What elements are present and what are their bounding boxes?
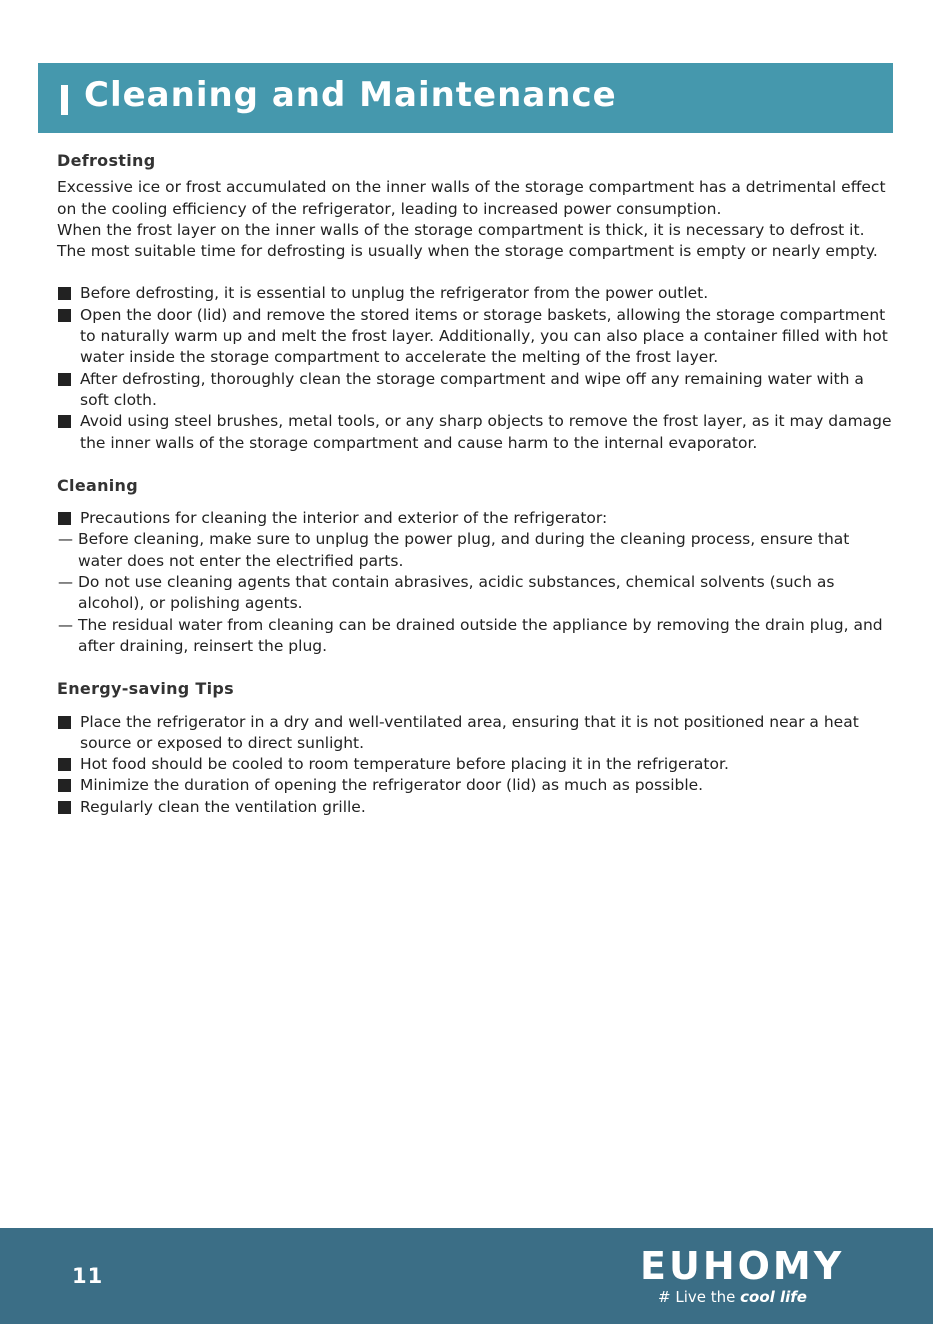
list-item: Avoid using steel brushes, metal tools, or any sharp objects to remove the frost layer, as it may damage the inner walls of the storage compartment and cause harm to the internal evaporator.	[57, 411, 897, 454]
square-bullet-icon	[58, 287, 71, 300]
list-item: Regularly clean the ventilation grille.	[57, 797, 897, 818]
brand-tagline: # Live the cool life	[658, 1288, 807, 1306]
energy-heading: Energy-saving Tips	[57, 679, 235, 699]
defrosting-heading: Defrosting	[57, 151, 156, 170]
square-bullet-icon	[58, 779, 71, 792]
page-number: 11	[72, 1264, 104, 1288]
brand-logo	[640, 1245, 862, 1285]
header-accent-bar	[61, 85, 68, 115]
list-item: After defrosting, thoroughly clean the storage compartment and wipe off any remaining water with a soft cloth.	[57, 369, 897, 412]
square-bullet-icon	[58, 758, 71, 771]
dash-bullet-icon: —	[58, 530, 73, 549]
defrosting-intro-2: When the frost layer on the inner walls of the storage compartment is thick, it is necessary to defrost it. The most suitable time for defrosting is usually when the storage compartment is empty or nearly empty.	[57, 220, 878, 261]
section-header	[38, 63, 893, 133]
list-item: — The residual water from cleaning can be drained outside the appliance by removing the drain plug, and after draining, reinsert the plug.	[58, 615, 883, 655]
page-footer	[0, 1228, 933, 1324]
cleaning-heading: Cleaning	[57, 475, 138, 495]
brand-wordmark: EUHOMY	[640, 1245, 845, 1285]
main-content	[57, 150, 897, 818]
dash-bullet-icon: —	[58, 573, 73, 592]
square-bullet-icon	[58, 373, 71, 386]
defrosting-intro-1: Excessive ice or frost accumulated on the inner walls of the storage compartment has a detrimental effect on the cooling efficiency of the refrigerator, leading to increased power consumption.	[57, 178, 886, 218]
square-bullet-icon	[58, 309, 71, 322]
list-item: — Do not use cleaning agents that contain abrasives, acidic substances, chemical solvents (such as alcohol), or polishing agents.	[58, 573, 835, 613]
square-bullet-icon	[58, 512, 71, 525]
page-title: Cleaning and Maintenance	[84, 75, 617, 115]
list-item: Before defrosting, it is essential to unplug the refrigerator from the power outlet.	[57, 283, 897, 304]
dash-bullet-icon: —	[58, 615, 73, 634]
list-item: Precautions for cleaning the interior and exterior of the refrigerator:	[57, 508, 897, 529]
square-bullet-icon	[58, 801, 71, 814]
square-bullet-icon	[58, 415, 71, 428]
list-item: Open the door (lid) and remove the stored items or storage baskets, allowing the storage compartment to naturally warm up and melt the frost layer. Additionally, you can also place a container filled with hot water inside the storage compartment to accelerate the melting of the frost layer.	[57, 305, 897, 369]
list-item: Minimize the duration of opening the refrigerator door (lid) as much as possible.	[57, 775, 897, 796]
list-item: — Before cleaning, make sure to unplug the power plug, and during the cleaning process, ensure that water does not enter the electrified parts.	[58, 530, 850, 570]
list-item: Place the refrigerator in a dry and well-ventilated area, ensuring that it is not positioned near a heat source or exposed to direct sunlight.	[57, 712, 897, 755]
square-bullet-icon	[58, 716, 71, 729]
list-item: Hot food should be cooled to room temperature before placing it in the refrigerator.	[57, 754, 897, 775]
